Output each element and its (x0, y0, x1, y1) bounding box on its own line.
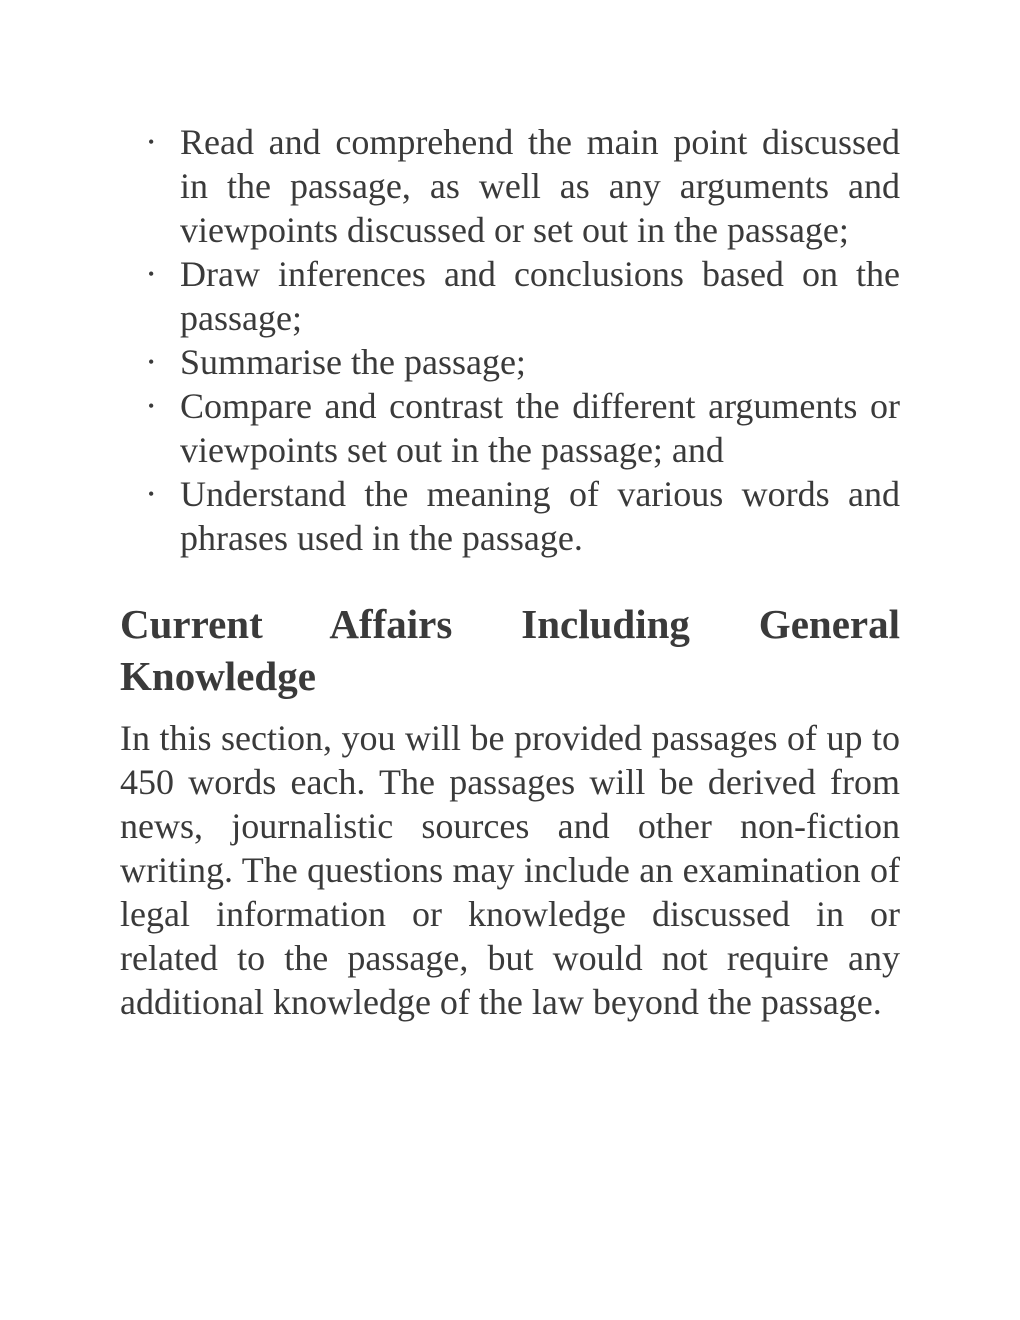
list-item: • Summarise the passage; (180, 340, 900, 384)
section-heading: Current Affairs Including General Knowledge (120, 601, 900, 699)
bullet-list (120, 120, 900, 560)
list-item: • Read and comprehend the main point discussed in the passage, as well as any arguments and viewpoints discussed or set out in the passage; (180, 120, 900, 252)
document-page (120, 120, 900, 1024)
list-item: • Understand the meaning of various words and phrases used in the passage. (180, 472, 900, 560)
list-item: • Draw inferences and conclusions based on the passage; (180, 252, 900, 340)
list-item: • Compare and contrast the different arguments or viewpoints set out in the passage; and (180, 384, 900, 472)
section-paragraph: In this section, you will be provided passages of up to 450 words each. The passages will be derived from news, journalistic sources and other non-fiction writing. The questions may include an examination of legal information or knowledge discussed in or related to the passage, but would not require any additional knowledge of the law beyond the passage. (120, 718, 900, 1022)
